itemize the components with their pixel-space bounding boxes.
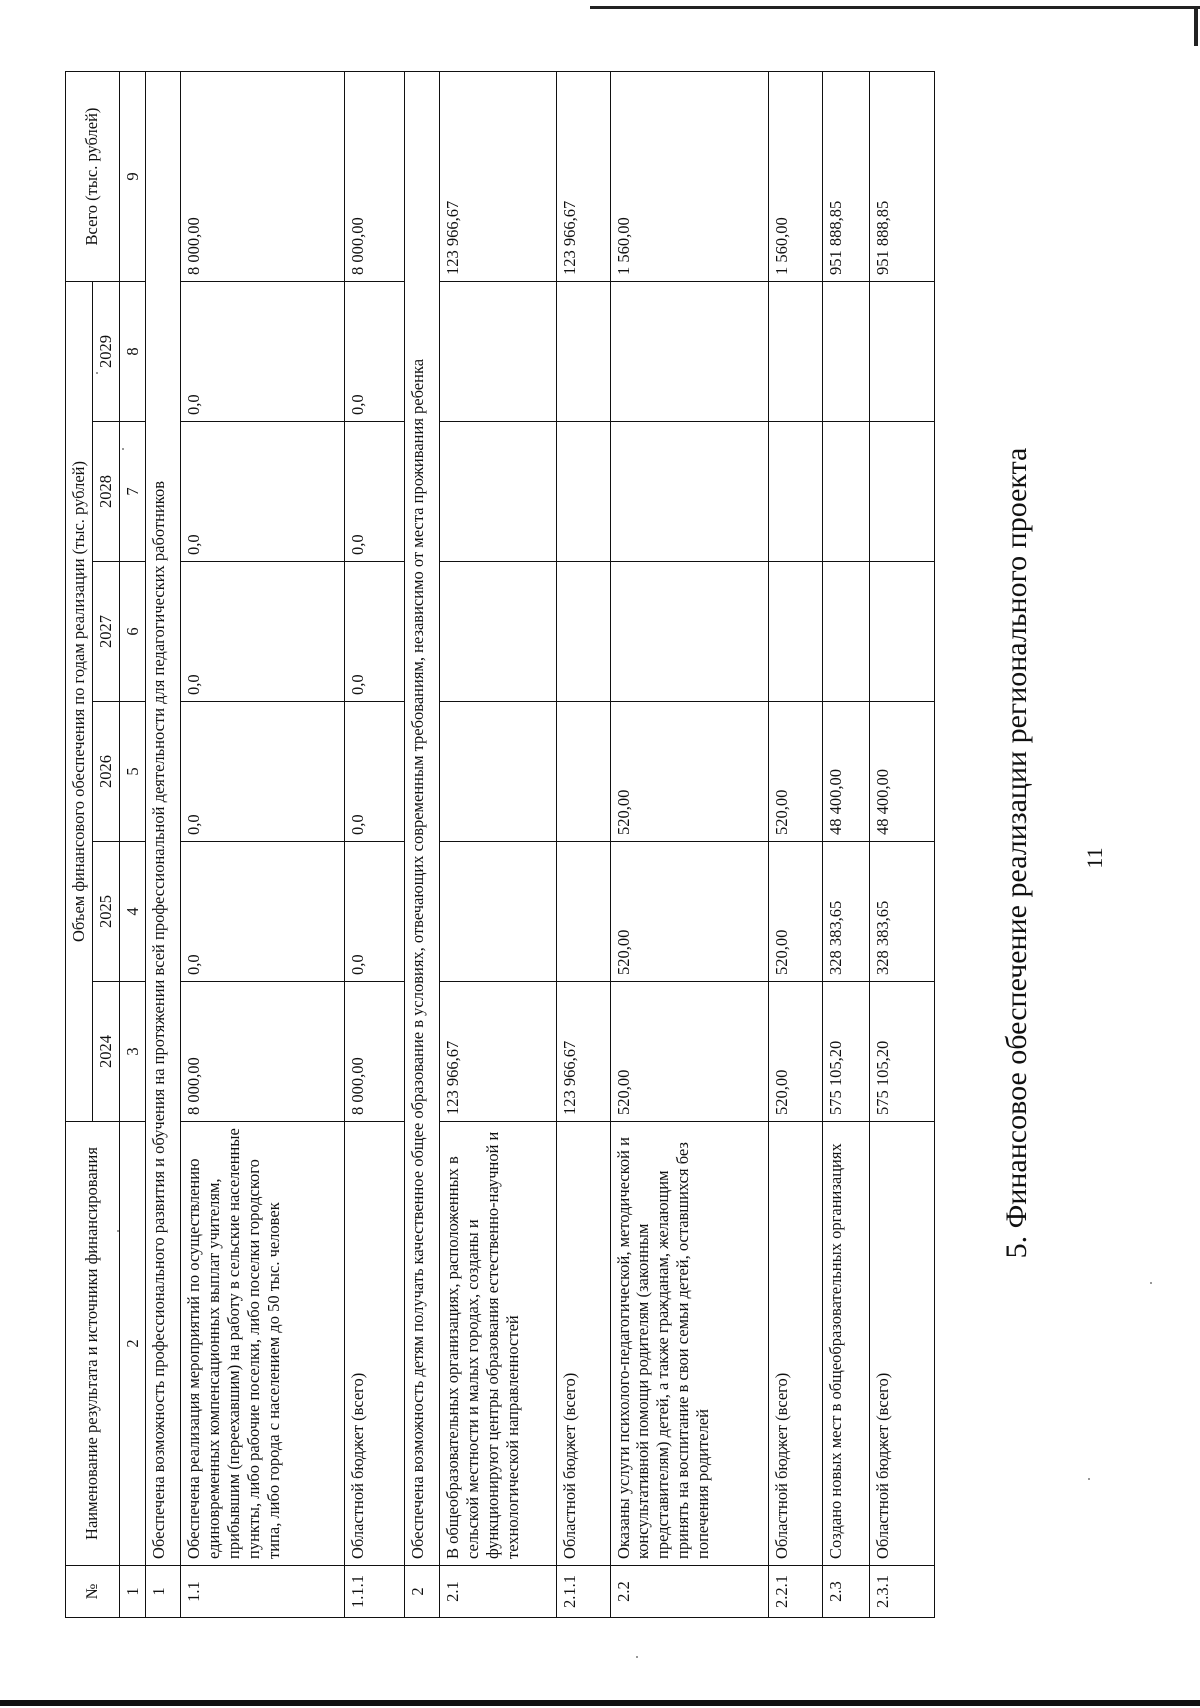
header-year: 2029	[92, 282, 119, 422]
header-year: 2027	[92, 562, 119, 702]
value-cell	[769, 422, 823, 562]
value-cell	[440, 282, 557, 422]
value-cell: 520,00	[769, 702, 823, 842]
row-name: Областной бюджет (всего)	[556, 1122, 610, 1566]
value-cell: 123 966,67	[440, 982, 557, 1122]
column-number: 7	[119, 422, 146, 562]
row-number: 1	[146, 1566, 181, 1618]
value-cell	[610, 562, 769, 702]
value-cell: 0,0	[344, 702, 405, 842]
table-row	[181, 72, 344, 1618]
column-number: 2	[119, 1122, 146, 1566]
value-cell	[556, 562, 610, 702]
row-number: 1.1	[181, 1566, 344, 1618]
value-cell: 123 966,67	[556, 982, 610, 1122]
row-name: Оказаны услуги психолого-педагогической, методической и консультативной помощи родителям (законным представителям) детей, а также гражданам, желающим принять на воспитание в свои семьи детей, оставшихся без попечения родителей	[610, 1122, 769, 1566]
value-cell: 520,00	[769, 842, 823, 982]
table-row	[556, 72, 610, 1618]
column-number: 1	[119, 1566, 146, 1618]
value-cell	[610, 282, 769, 422]
value-cell	[556, 282, 610, 422]
value-cell: 0,0	[181, 422, 344, 562]
value-cell	[610, 422, 769, 562]
value-cell	[440, 562, 557, 702]
value-cell: 0,0	[344, 842, 405, 982]
column-number-row	[119, 72, 146, 1618]
value-cell: 575 105,20	[869, 982, 934, 1122]
column-number: 5	[119, 702, 146, 842]
row-number: 2.3	[822, 1566, 869, 1618]
row-number: 2.3.1	[869, 1566, 934, 1618]
header-year: 2028	[92, 422, 119, 562]
row-number: 2.2	[610, 1566, 769, 1618]
header-year: 2025	[92, 842, 119, 982]
value-cell: 520,00	[769, 982, 823, 1122]
column-number: 9	[119, 72, 146, 282]
row-name: В общеобразовательных организациях, расположенных в сельской местности и малых городах, созданы и функционируют центры образования естественно-научной и технологической направленностей	[440, 1122, 557, 1566]
value-cell	[822, 282, 869, 422]
header-row	[66, 72, 93, 1618]
header-year: 2024	[92, 982, 119, 1122]
section-text: Обеспечена возможность детям получать качественное общее образование в условиях, отвечающих современным требованиям, независимо от места проживания ребенка	[405, 72, 440, 1566]
total-cell: 8 000,00	[181, 72, 344, 282]
table-row	[822, 72, 869, 1618]
value-cell: 0,0	[181, 842, 344, 982]
table-row	[769, 72, 823, 1618]
row-number: 1.1.1	[344, 1566, 405, 1618]
value-cell	[869, 282, 934, 422]
value-cell: 520,00	[610, 982, 769, 1122]
value-cell	[440, 842, 557, 982]
section-row	[146, 72, 181, 1618]
value-cell	[556, 702, 610, 842]
value-cell: 575 105,20	[822, 982, 869, 1122]
total-cell: 951 888,85	[822, 72, 869, 282]
value-cell	[869, 562, 934, 702]
row-name: Создано новых мест в общеобразовательных организациях	[822, 1122, 869, 1566]
section-title: 5. Финансовое обеспечение реализации регионального проекта	[1000, 447, 1033, 1259]
table-row	[440, 72, 557, 1618]
value-cell	[822, 562, 869, 702]
total-cell: 1 560,00	[610, 72, 769, 282]
row-name: Областной бюджет (всего)	[344, 1122, 405, 1566]
value-cell	[556, 842, 610, 982]
value-cell	[822, 422, 869, 562]
section-text: Обеспечена возможность профессионального развития и обучения на протяжении всей профессиональной деятельности для педагогических работников	[146, 72, 181, 1566]
financing-table-wrap	[65, 72, 935, 1618]
table-row	[344, 72, 405, 1618]
section-row	[405, 72, 440, 1618]
value-cell: 8 000,00	[344, 982, 405, 1122]
row-number: 2	[405, 1566, 440, 1618]
total-cell: 951 888,85	[869, 72, 934, 282]
value-cell: 0,0	[181, 702, 344, 842]
column-number: 6	[119, 562, 146, 702]
value-cell	[769, 562, 823, 702]
row-name: Областной бюджет (всего)	[769, 1122, 823, 1566]
total-cell: 123 966,67	[440, 72, 557, 282]
header-name: Наименование результата и источники финансирования	[66, 1122, 120, 1566]
value-cell	[440, 422, 557, 562]
value-cell: 328 383,65	[869, 842, 934, 982]
total-cell: 123 966,67	[556, 72, 610, 282]
row-number: 2.2.1	[769, 1566, 823, 1618]
value-cell: 0,0	[181, 282, 344, 422]
column-number: 4	[119, 842, 146, 982]
value-cell: 328 383,65	[822, 842, 869, 982]
financing-table	[65, 71, 935, 1618]
column-number: 8	[119, 282, 146, 422]
value-cell	[556, 422, 610, 562]
header-years-group: Объем финансового обеспечения по годам реализации (тыс. рублей)	[66, 282, 93, 1122]
value-cell	[769, 282, 823, 422]
total-cell: 1 560,00	[769, 72, 823, 282]
table-row	[869, 72, 934, 1618]
value-cell: 0,0	[344, 562, 405, 702]
page-number: 11	[1082, 847, 1107, 869]
column-number: 3	[119, 982, 146, 1122]
value-cell: 48 400,00	[869, 702, 934, 842]
header-total: Всего (тыс. рублей)	[66, 72, 120, 282]
header-year: 2026	[92, 702, 119, 842]
value-cell	[869, 422, 934, 562]
value-cell: 8 000,00	[181, 982, 344, 1122]
total-cell: 8 000,00	[344, 72, 405, 282]
table-row	[610, 72, 769, 1618]
row-number: 2.1	[440, 1566, 557, 1618]
header-number: №	[66, 1566, 120, 1618]
value-cell	[440, 702, 557, 842]
value-cell: 0,0	[344, 282, 405, 422]
row-name: Обеспечена реализация мероприятий по осуществлению единовременных компенсационных выплат учителям, прибывшим (переехавшим) на работу в сельские населенные пункты, либо рабочие поселки, либо поселки городского типа, либо города с населением до 50 тыс. человек	[181, 1122, 344, 1566]
value-cell: 0,0	[344, 422, 405, 562]
value-cell: 48 400,00	[822, 702, 869, 842]
row-name: Областной бюджет (всего)	[869, 1122, 934, 1566]
value-cell: 520,00	[610, 842, 769, 982]
value-cell: 520,00	[610, 702, 769, 842]
row-number: 2.1.1	[556, 1566, 610, 1618]
value-cell: 0,0	[181, 562, 344, 702]
